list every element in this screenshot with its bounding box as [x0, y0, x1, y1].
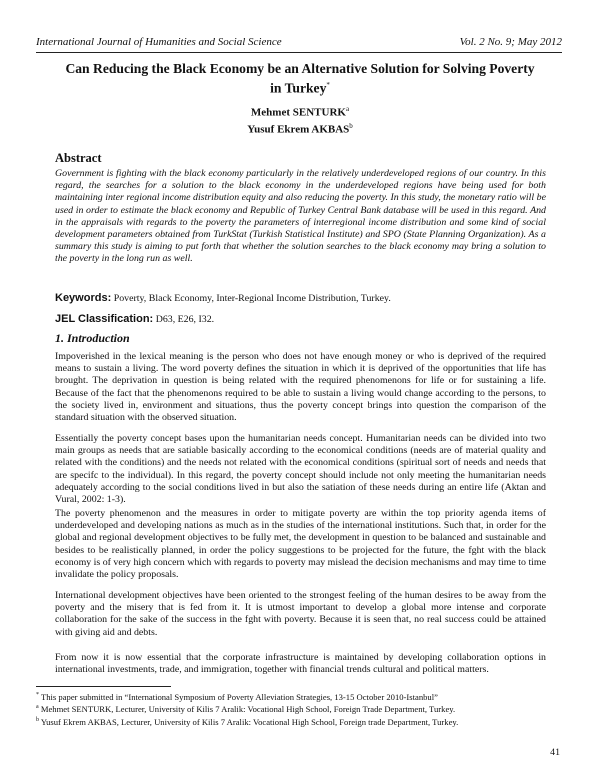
- author-2: [0, 120, 600, 137]
- abstract-body: Government is fighting with the black economy particularly in the relatively underdeveloped regions of our country. In this regard, the searches for a solution to the black economy in the underdeveloped regions have being used for both maintaining inter regional income distribution equity and also reducing the poverty. In this study, the monetary ratio will be used in order to estimate the black economy and Republic of Turkey Central Bank database will be used in this regard. And in the appraisals with regards to the poverty the parameters of interregional income distribution and some kind of social development parameters obtained from TurkStat (Turkish Statistical Institute) and SPO (State Planning Organization). As a summary this study is aiming to put forth that whether the solution searches to the black economy may bring a solution to the poverty in the long run as well.: [55, 168, 546, 265]
- author-2-mark[interactable]: b: [349, 122, 353, 130]
- footnote: [36, 702, 560, 714]
- author-1-name: Mehmet SENTURK: [250, 106, 346, 119]
- page-number: 41: [550, 747, 560, 758]
- footnote-mark: a: [36, 704, 39, 711]
- footnote-text: This paper submitted in “International Symposium of Poverty Alleviation Strategies, 13-15 October 2010-Istanbul”: [41, 691, 438, 702]
- author-1-mark[interactable]: a: [345, 105, 350, 113]
- paper-title: [60, 60, 540, 97]
- footnote-mark: b: [36, 716, 39, 723]
- footnote-text: Yusuf Ekrem AKBAS, Lecturer, University of Kilis 7 Aralik: Vocational High School, Foreign trade Department, Turkey.: [40, 716, 459, 727]
- running-header: [36, 36, 562, 49]
- author-2-name: Yusuf Ekrem AKBAS: [247, 123, 350, 136]
- footnotes: [36, 690, 560, 727]
- intro-paragraph: Essentially the poverty concept bases upon the humanitarian needs concept. Humanitarian needs can be divided into two main groups as needs that are satiable basically according to the economical conditions (needs are of material quality and related with the conditions) and the needs not related with the economical conditions (spiritual sort of needs and needs that are specifc to the individual). In this regard, the poverty concept should include not only meeting the humanitarian needs adequately according to the social conditions lived in but also the satiation of these needs during an entire life (Aktan and Vural, 2002: 1-3).: [55, 433, 546, 506]
- jel-codes: D63, E26, I32.: [155, 314, 215, 325]
- paper-title-text: Can Reducing the Black Economy be an Alternative Solution for Solving Poverty in Turkey: [65, 61, 535, 96]
- intro-paragraph: International development objectives have been oriented to the strongest feeling of the human desires to be away from the poverty and the misery that is fed from it. It is utmost important to develop a global more intense and corporate collaboration for the sake of the success in the fght with poverty. Because it is seen that, no real success could be attained with giving aid and debts.: [55, 590, 546, 638]
- journal-name: International Journal of Humanities and Social Science: [36, 36, 282, 48]
- footnote-mark: *: [36, 692, 39, 698]
- keywords-text: Poverty, Black Economy, Inter-Regional Income Distribution, Turkey.: [113, 293, 391, 304]
- keywords-label: Keywords:: [55, 292, 112, 304]
- title-footnote-mark[interactable]: *: [326, 81, 330, 89]
- section-heading-introduction: 1. Introduction: [55, 331, 130, 345]
- intro-paragraph: The poverty phenomenon and the measures in order to mitigate poverty are within the top priority agenda items of underdeveloped and developing nations as much as in the studies of the international institutions. Such that, in order for the global and regional development objectives to be fully met, the development in question to be balanced and sustainable and besides to be realistically planned, in order the policy suggestions to be projected for the future, the fght with the black economy is of very high concern which with regards to poverty may mislead the decision mechanisms and may time to time invalidate the policy proposals.: [55, 508, 546, 581]
- jel-classification: [55, 313, 560, 325]
- abstract-heading: Abstract: [55, 151, 102, 165]
- footnote-rule: [36, 686, 171, 687]
- keywords: [55, 292, 560, 304]
- footnote: [36, 690, 560, 702]
- intro-paragraph: From now it is now essential that the corporate infrastructure is maintained by developing collaboration options in international investments, trade, and immigration, together with financial trends cultural and political matters.: [55, 652, 546, 676]
- intro-paragraph: Impoverished in the lexical meaning is the person who does not have enough money or who is deprived of the required means to sustain a living. The word poverty defines the situation in which it is deprived of the opportunities that life has brought. The deprivation in question is being related with the required phenomenons for life or for sustaining a life. Because of the fact that the phenomenons required to be able to sustain a living would change according to the persons, to the society lived in, environment and situations, thus the poverty concept brings into question the comparison of the standard situation with the observed situation.: [55, 351, 546, 424]
- footnote: [36, 715, 560, 727]
- footnote-text: Mehmet SENTURK, Lecturer, University of Kilis 7 Aralik: Vocational High School, Foreign Trade Department, Turkey.: [40, 704, 456, 715]
- author-1: [0, 103, 600, 120]
- jel-label: JEL Classification:: [55, 313, 154, 325]
- issue-info: Vol. 2 No. 9; May 2012: [459, 36, 562, 48]
- header-rule: [36, 52, 562, 53]
